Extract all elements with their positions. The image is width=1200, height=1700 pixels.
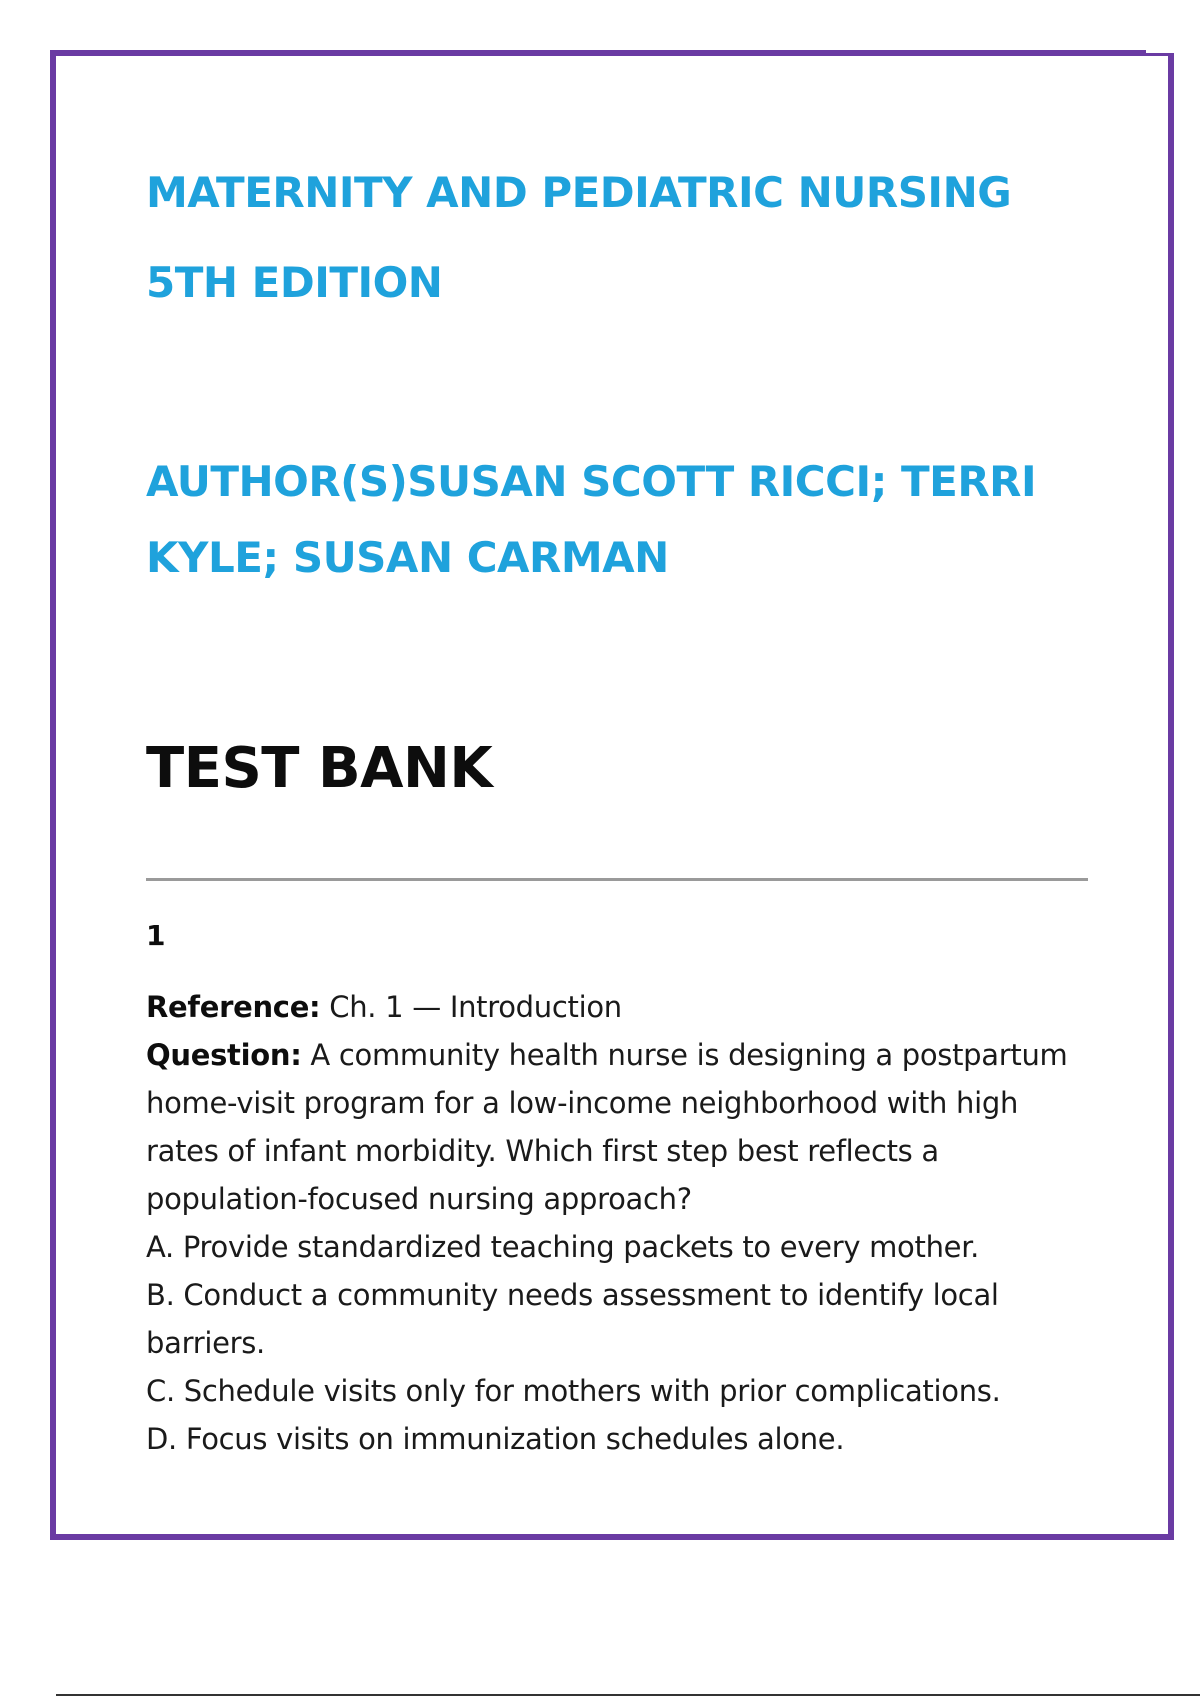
answer-option-c: C. Schedule visits only for mothers with prior complications.: [146, 1374, 1001, 1408]
question-line: [146, 1031, 1086, 1223]
question-text: A community health nurse is designing a postpartum home-visit program for a low-income neighborhood with high rates of infant morbidity. Which first step best reflects a population-focused nursing approach?: [146, 1038, 1068, 1216]
authors-line-1: AUTHOR(S)SUSAN SCOTT RICCI; TERRI: [146, 457, 1037, 506]
answer-option-b: B. Conduct a community needs assessment to identify local barriers.: [146, 1278, 999, 1360]
section-heading: TEST BANK: [146, 736, 493, 801]
answer-option-a: A. Provide standardized teaching packets to every mother.: [146, 1230, 980, 1264]
divider-rule: [146, 878, 1088, 881]
document-content: [146, 148, 1086, 1463]
question-block: [146, 983, 1086, 1463]
frame-corner-gap: [1146, 50, 1176, 53]
book-authors: [146, 444, 1086, 596]
reference-value: Ch. 1 — Introduction: [329, 990, 622, 1024]
reference-label: Reference:: [146, 990, 321, 1024]
book-title-line-1: MATERNITY AND PEDIATRIC NURSING: [146, 168, 1012, 217]
page-bottom-line: [56, 1694, 1200, 1696]
question-label: Question:: [146, 1038, 302, 1072]
reference-line: [146, 983, 1086, 1031]
authors-line-2: KYLE; SUSAN CARMAN: [146, 533, 669, 582]
question-number: 1: [146, 919, 166, 952]
answer-option-d: D. Focus visits on immunization schedules alone.: [146, 1422, 845, 1456]
book-title-line-2: 5TH EDITION: [146, 258, 443, 307]
